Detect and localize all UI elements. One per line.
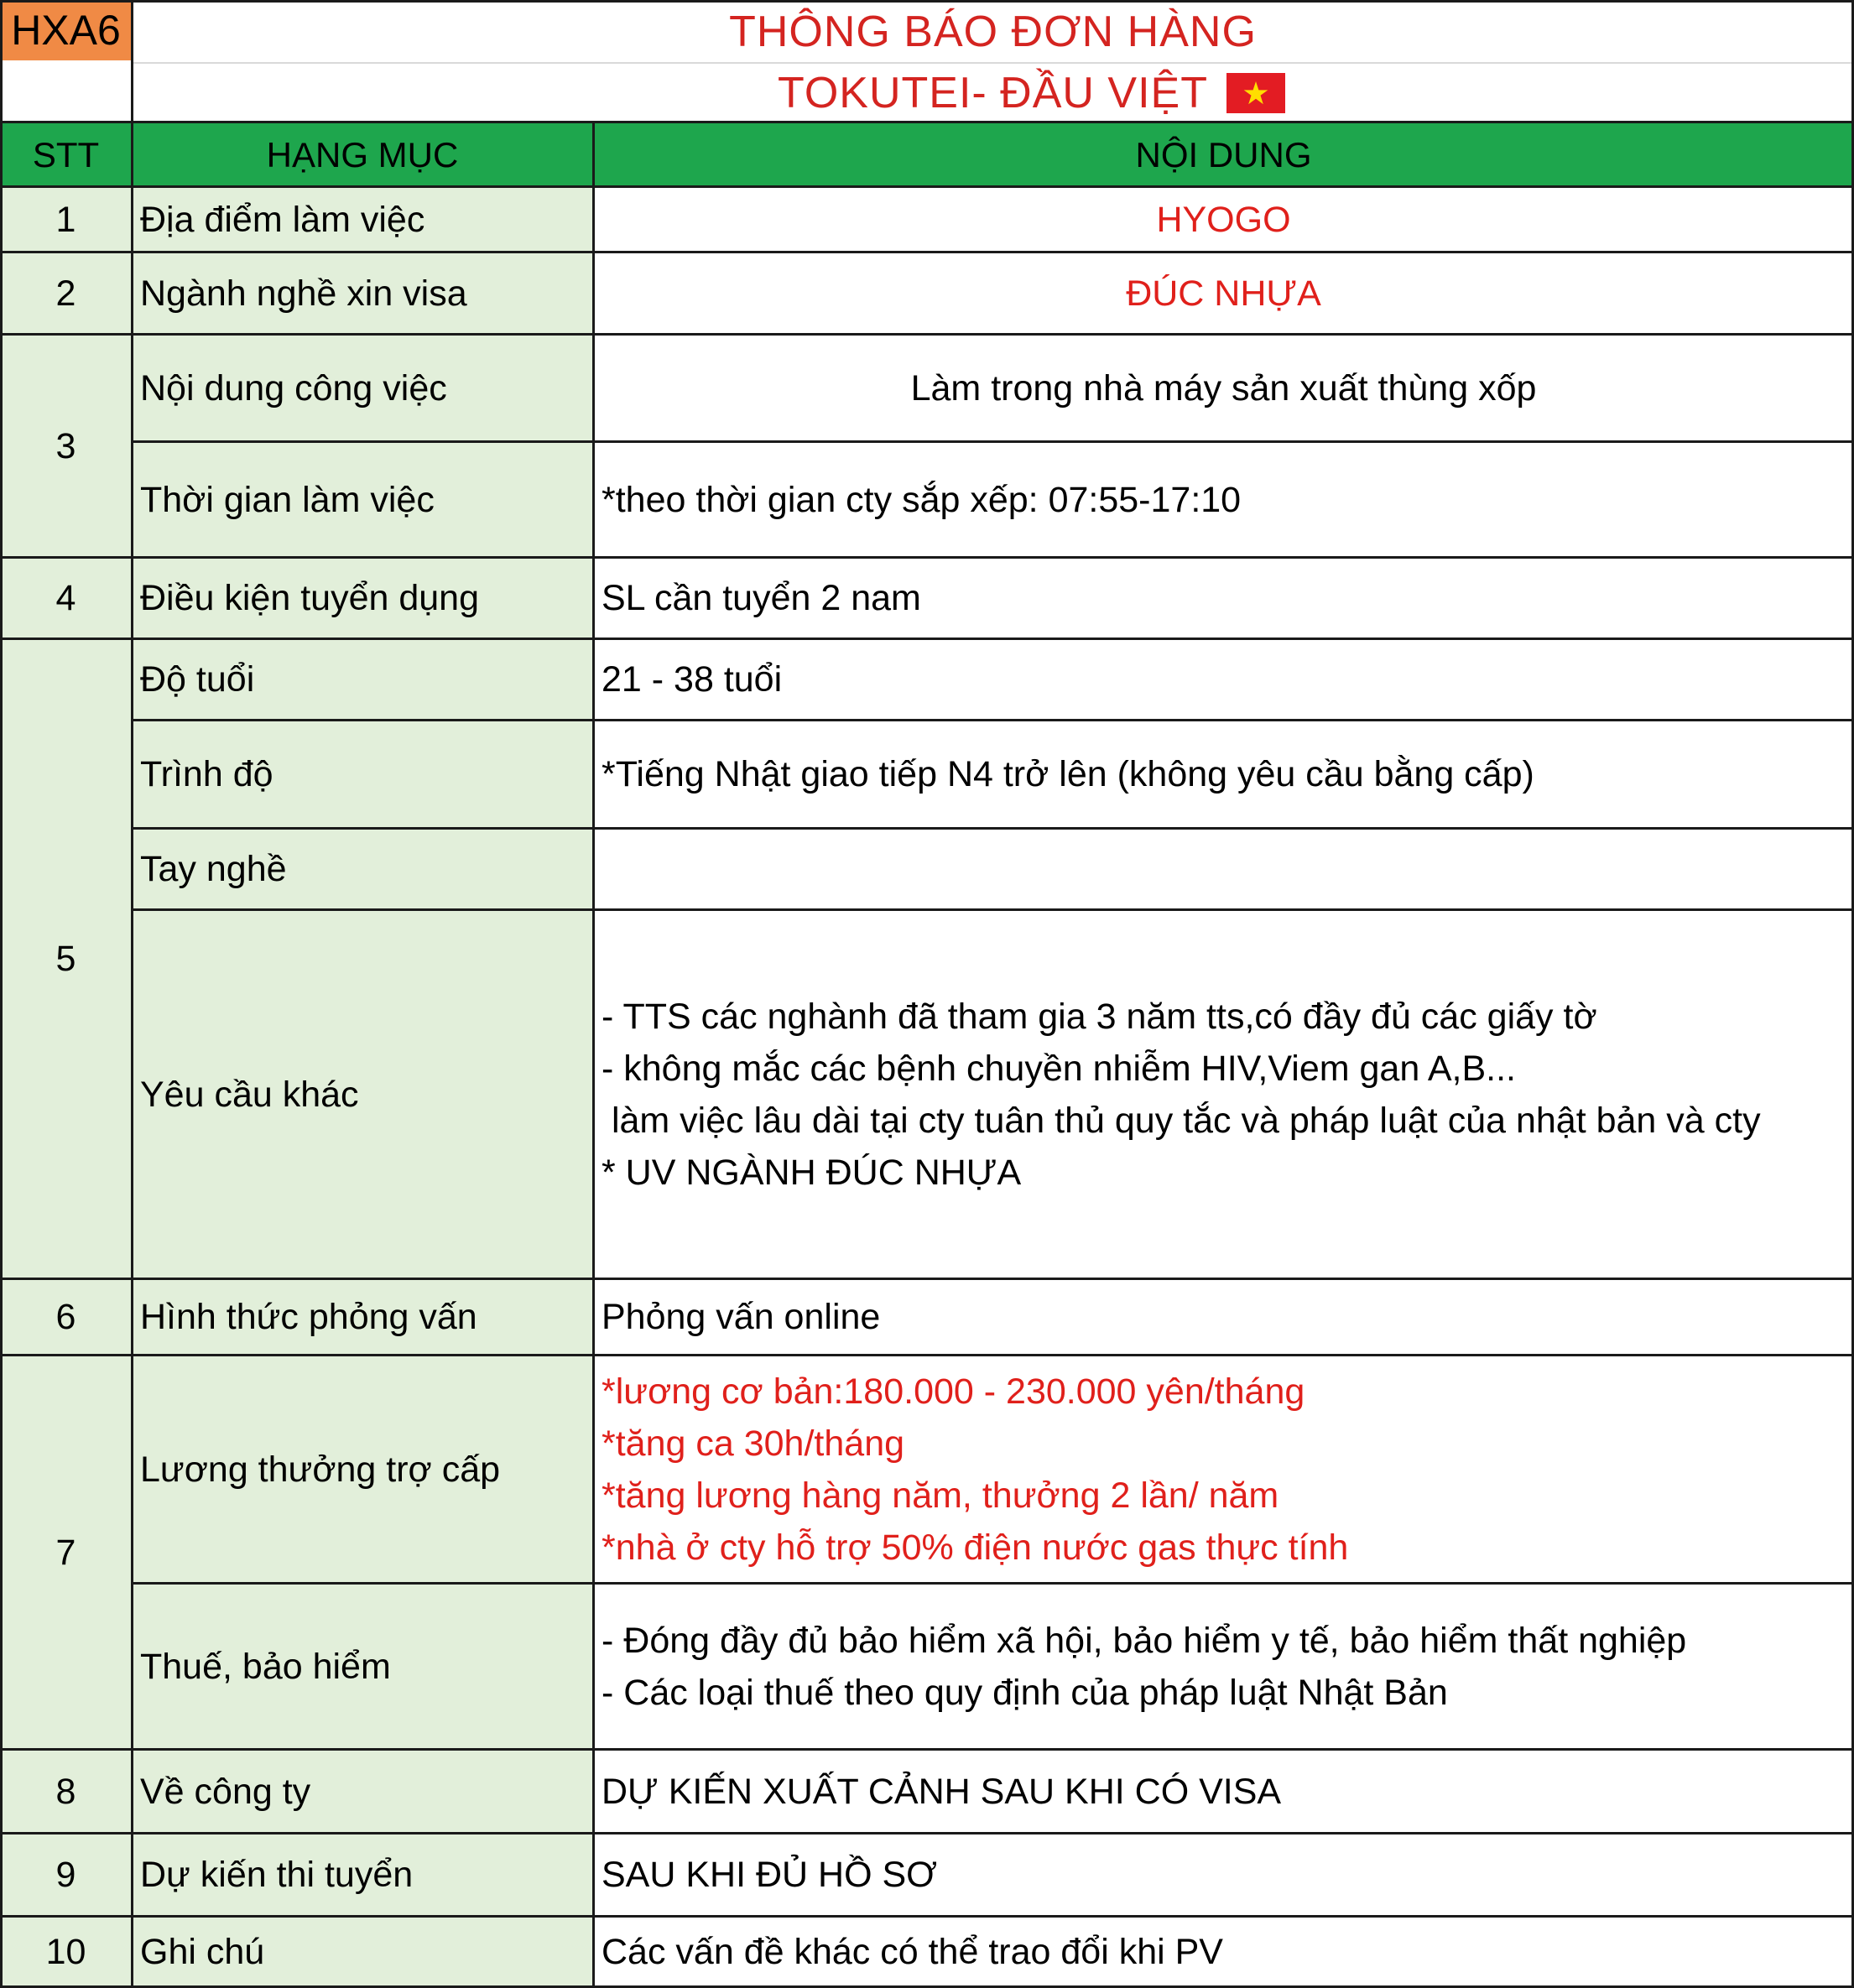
content-cell: SL cần tuyển 2 nam: [593, 558, 1854, 639]
stt-cell: 7: [0, 1356, 132, 1750]
table-border: [0, 556, 1854, 559]
content-cell: ĐÚC NHỰA: [593, 252, 1854, 335]
table-border: [131, 0, 133, 1988]
table-border: [0, 638, 1854, 640]
table-border: [132, 719, 1854, 721]
stt-cell: 8: [0, 1750, 132, 1834]
content-line: *nhà ở cty hỗ trợ 50% điện nước gas thực tính: [602, 1527, 1349, 1568]
category-cell: Yêu cầu khác: [132, 910, 593, 1279]
content-cell: Phỏng vấn online: [593, 1279, 1854, 1356]
table-border: [0, 0, 3, 1988]
content-line: *lương cơ bản:180.000 - 230.000 yên/tháng: [602, 1371, 1305, 1412]
category-cell: Địa điểm làm việc: [132, 187, 593, 252]
stt-cell: 1: [0, 187, 132, 252]
content-line: *tăng lương hàng năm, thưởng 2 lần/ năm: [602, 1475, 1279, 1516]
header-content: NỘI DUNG: [593, 122, 1854, 187]
table-border: [132, 827, 1854, 830]
content-cell: HYOGO: [593, 187, 1854, 252]
content-cell: SAU KHI ĐỦ HỒ SƠ: [593, 1834, 1854, 1917]
table-border: [0, 1278, 1854, 1280]
table-border: [0, 251, 1854, 253]
category-cell: Trình độ: [132, 721, 593, 829]
table-border: [132, 908, 1854, 911]
content-cell: *Tiếng Nhật giao tiếp N4 trở lên (không yêu cầu bằng cấp): [593, 721, 1854, 829]
content-cell-tax-insurance: [593, 1584, 1854, 1750]
content-line: làm việc lâu dài tại cty tuân thủ quy tắc và pháp luật của nhật bản và cty: [602, 1101, 1761, 1141]
header-category: HẠNG MỤC: [132, 122, 593, 187]
content-cell-salary: [593, 1356, 1854, 1584]
page-subtitle: TOKUTEI- ĐẦU VIỆT: [778, 69, 1208, 117]
table-border: [132, 1582, 1854, 1585]
category-cell: Độ tuổi: [132, 639, 593, 721]
page-title: THÔNG BÁO ĐƠN HÀNG: [729, 8, 1257, 56]
category-cell: Điều kiện tuyển dụng: [132, 558, 593, 639]
stt-cell: 2: [0, 252, 132, 335]
category-cell: Nội dung công việc: [132, 335, 593, 442]
category-cell: Thuế, bảo hiểm: [132, 1584, 593, 1750]
table-border: [132, 440, 1854, 443]
stt-cell: 3: [0, 335, 132, 558]
content-cell: Các vấn đề khác có thể trao đổi khi PV: [593, 1917, 1854, 1988]
table-border: [0, 1832, 1854, 1834]
content-cell: Làm trong nhà máy sản xuất thùng xốp: [593, 335, 1854, 442]
order-code-badge: HXA6: [0, 0, 132, 60]
table-border: [0, 121, 1854, 123]
content-cell: [593, 829, 1854, 910]
table-border: [0, 185, 1854, 188]
category-cell: Thời gian làm việc: [132, 442, 593, 558]
stt-cell: 4: [0, 558, 132, 639]
category-cell: Dự kiến thi tuyển: [132, 1834, 593, 1917]
content-line: - Các loại thuế theo quy định của pháp luật Nhật Bản: [602, 1673, 1448, 1713]
category-cell: Ngành nghề xin visa: [132, 252, 593, 335]
table-border: [0, 1748, 1854, 1751]
content-cell: DỰ KIẾN XUẤT CẢNH SAU KHI CÓ VISA: [593, 1750, 1854, 1834]
stt-cell: 10: [0, 1917, 132, 1988]
stt-cell: 6: [0, 1279, 132, 1356]
table-border: [0, 1915, 1854, 1918]
stt-cell: 5: [0, 639, 132, 1279]
category-cell: Về công ty: [132, 1750, 593, 1834]
content-cell-other-requirements: [593, 910, 1854, 1279]
content-line: - Đóng đầy đủ bảo hiểm xã hội, bảo hiểm y tế, bảo hiểm thất nghiệp: [602, 1621, 1687, 1661]
table-border: [592, 121, 595, 1988]
content-line: - không mắc các bệnh chuyền nhiễm HIV,Viem gan A,B...: [602, 1049, 1516, 1089]
content-line: * UV NGÀNH ĐÚC NHỰA: [602, 1153, 1022, 1193]
title-divider: [132, 62, 1854, 64]
content-line: - TTS các nghành đã tham gia 3 năm tts,có đầy đủ các giấy tờ: [602, 997, 1597, 1037]
category-cell: Tay nghề: [132, 829, 593, 910]
table-border: [0, 0, 1854, 3]
category-cell: Lương thưởng trợ cấp: [132, 1356, 593, 1584]
category-cell: Ghi chú: [132, 1917, 593, 1988]
table-border: [0, 1354, 1854, 1356]
stt-cell: 9: [0, 1834, 132, 1917]
vietnam-flag-icon: [1226, 73, 1285, 113]
content-cell: 21 - 38 tuổi: [593, 639, 1854, 721]
content-cell: *theo thời gian cty sắp xếp: 07:55-17:10: [593, 442, 1854, 558]
table-border: [0, 333, 1854, 336]
header-stt: STT: [0, 122, 132, 187]
content-line: *tăng ca 30h/tháng: [602, 1423, 905, 1464]
category-cell: Hình thức phỏng vấn: [132, 1279, 593, 1356]
